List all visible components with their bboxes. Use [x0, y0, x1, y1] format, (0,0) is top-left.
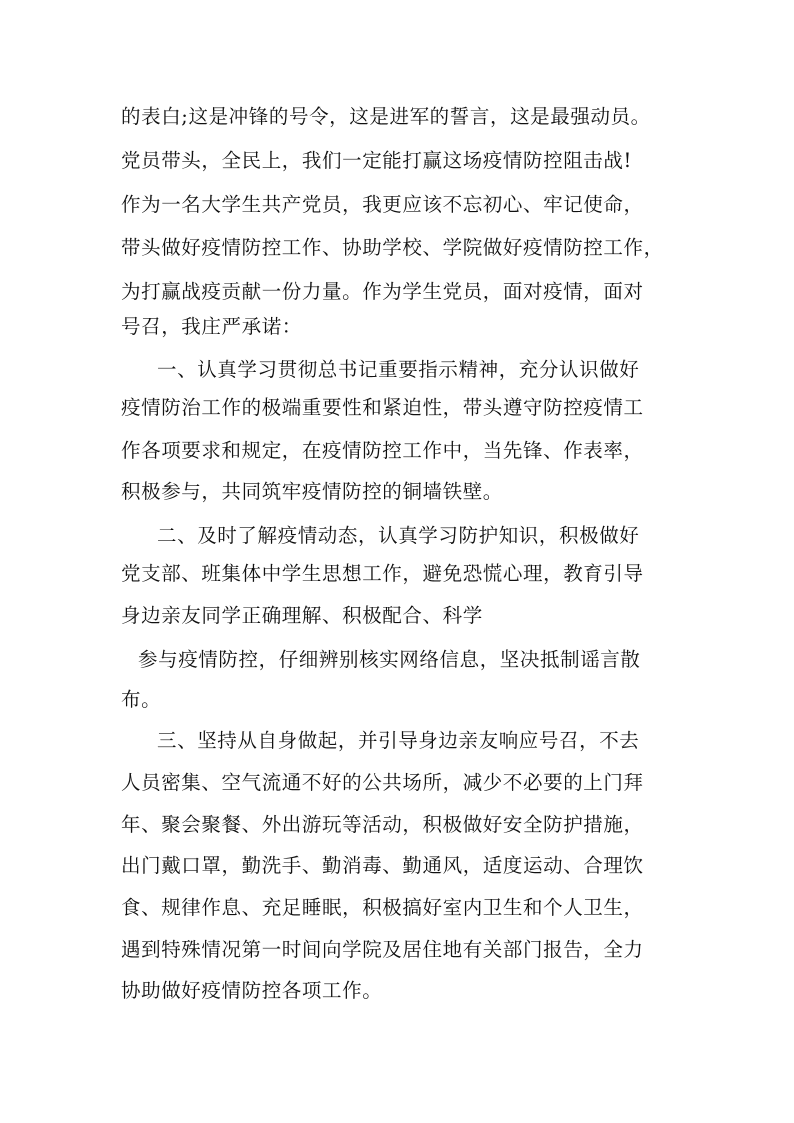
text-line: 食、规律作息、充足睡眠，积极搞好室内卫生和个人卫生， [121, 896, 644, 919]
text-line: 为打赢战疫贡献一份力量。作为学生党员，面对疫情，面对 [121, 280, 644, 303]
text-line: 的表白;这是冲锋的号令，这是进军的誓言，这是最强动员。 [121, 105, 651, 128]
text-line: 作各项要求和规定，在疫情防控工作中，当先锋、作表率， [121, 439, 644, 462]
text-line: 协助做好疫情防控各项工作。 [121, 979, 383, 1002]
text-line: 出门戴口罩，勤洗手、勤消毒、勤通风，适度运动、合理饮 [121, 854, 644, 877]
text-line: 党员带头，全民上，我们一定能打赢这场疫情防控阻击战! [121, 149, 632, 172]
text-line: 积极参与，共同筑牢疫情防控的铜墙铁壁。 [121, 480, 503, 503]
text-line: 年、聚会聚餐、外出游玩等活动，积极做好安全防护措施， [121, 813, 644, 836]
text-line: 遇到特殊情况第一时间向学院及居住地有关部门报告，全力 [121, 938, 644, 961]
text-line: 作为一名大学生共产党员，我更应该不忘初心、牢记使命， [121, 193, 644, 216]
text-line: 疫情防治工作的极端重要性和紧迫性，带头遵守防控疫情工 [121, 396, 644, 419]
paragraph-first-line: 三、坚持从自身做起，并引导身边亲友响应号召，不去 [157, 729, 640, 752]
text-line: 参与疫情防控，仔细辨别核实网络信息，坚决抵制谣言散 [138, 648, 641, 671]
text-line: 党支部、班集体中学生思想工作，避免恐慌心理，教育引导 [121, 562, 644, 585]
paragraph-first-line: 一、认真学习贯彻总书记重要指示精神，充分认识做好 [157, 358, 640, 381]
paragraph-first-line: 二、及时了解疫情动态，认真学习防护知识，积极做好 [157, 524, 640, 547]
text-line: 人员密集、空气流通不好的公共场所，减少不必要的上门拜 [121, 771, 644, 794]
text-line: 布。 [121, 688, 162, 711]
text-line: 号召，我庄严承诺： [121, 315, 302, 338]
text-line: 身边亲友同学正确理解、积极配合、科学 [121, 604, 483, 627]
text-line: 带头做好疫情防控工作、协助学校、学院做好疫情防控工作， [121, 236, 664, 259]
